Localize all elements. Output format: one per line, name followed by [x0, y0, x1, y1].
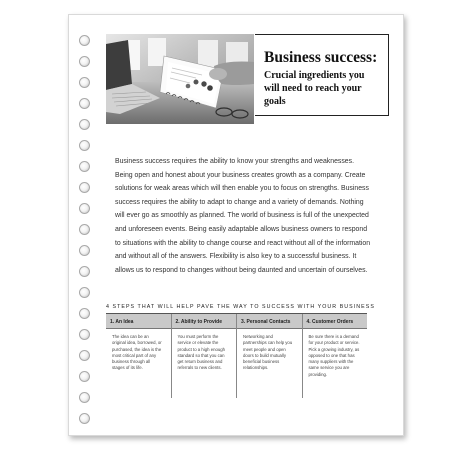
step-column	[303, 314, 368, 398]
step-text: The idea can be an original idea, borrowed, or purchased, the idea is the most critical part of any business through all stages of its life.	[112, 334, 162, 371]
page-title: Business success:	[264, 49, 378, 66]
binder-hole-icon	[79, 98, 90, 109]
binder-hole-icon	[79, 308, 90, 319]
binder-hole-icon	[79, 77, 90, 88]
step-title: 4. Customer Orders	[303, 314, 368, 329]
steps-table	[106, 313, 367, 398]
binder-hole-icon	[79, 287, 90, 298]
binder-hole-icon	[79, 203, 90, 214]
body-paragraph: Business success requires the ability to know your strengths and weaknesses. Being open and honest about your business creates growth as a company. Create solutions for weak areas which will then enable you to focus on strengths. Business success requires the ability to adapt to change and a variety of demands. Nothing will ever go as smoothly as planned. The world of business is full of the unexpected and unforeseen events. Being easily adaptable allows business owners to respond to situations with the ability to change course and react without all of the information and without all of the answers. Flexibility is also key to a successful business. It allows us to respond to changes without being daunted and uncertain of ourselves.	[115, 158, 371, 274]
step-text: Networking and partnerships can help you meet people and open doors to build mutually beneficial business relationships.	[243, 334, 293, 371]
page-subtitle: Crucial ingredients you will need to reach your goals	[264, 70, 365, 107]
document-page	[68, 14, 404, 436]
binder-hole-icon	[79, 224, 90, 235]
binder-hole-icon	[79, 371, 90, 382]
step-column	[172, 314, 238, 398]
step-title: 1. An Idea	[106, 314, 171, 329]
binder-hole-icon	[79, 245, 90, 256]
binder-hole-icon	[79, 182, 90, 193]
binder-hole-icon	[79, 329, 90, 340]
step-title: 2. Ability to Provide	[172, 314, 237, 329]
binder-hole-icon	[79, 56, 90, 67]
binder-hole-icon	[79, 140, 90, 151]
binder-hole-icon	[79, 119, 90, 130]
binder-hole-icon	[79, 266, 90, 277]
step-text: You must perform the service or elevate the product to a high enough standard so that you can get return business and referrals to new clients.	[177, 334, 226, 371]
binder-hole-icon	[79, 35, 90, 46]
body-text	[115, 155, 373, 277]
binder-hole-icon	[79, 161, 90, 172]
step-column	[237, 314, 303, 398]
title-box	[255, 34, 389, 116]
steps-heading: 4 STEPS THAT WILL HELP PAVE THE WAY TO SUCCESS WITH YOUR BUSINESS	[106, 304, 375, 310]
step-column	[106, 314, 172, 398]
binder-hole-icon	[79, 392, 90, 403]
step-text: Be sure there is a demand for your product or service. Pick a growing industry, as opposed to one that has many suppliers with the same service you are providing.	[308, 334, 360, 377]
binder-hole-icon	[79, 413, 90, 424]
header-photo	[106, 34, 254, 124]
step-title: 3. Personal Contacts	[237, 314, 302, 329]
binder-hole-icon	[79, 350, 90, 361]
